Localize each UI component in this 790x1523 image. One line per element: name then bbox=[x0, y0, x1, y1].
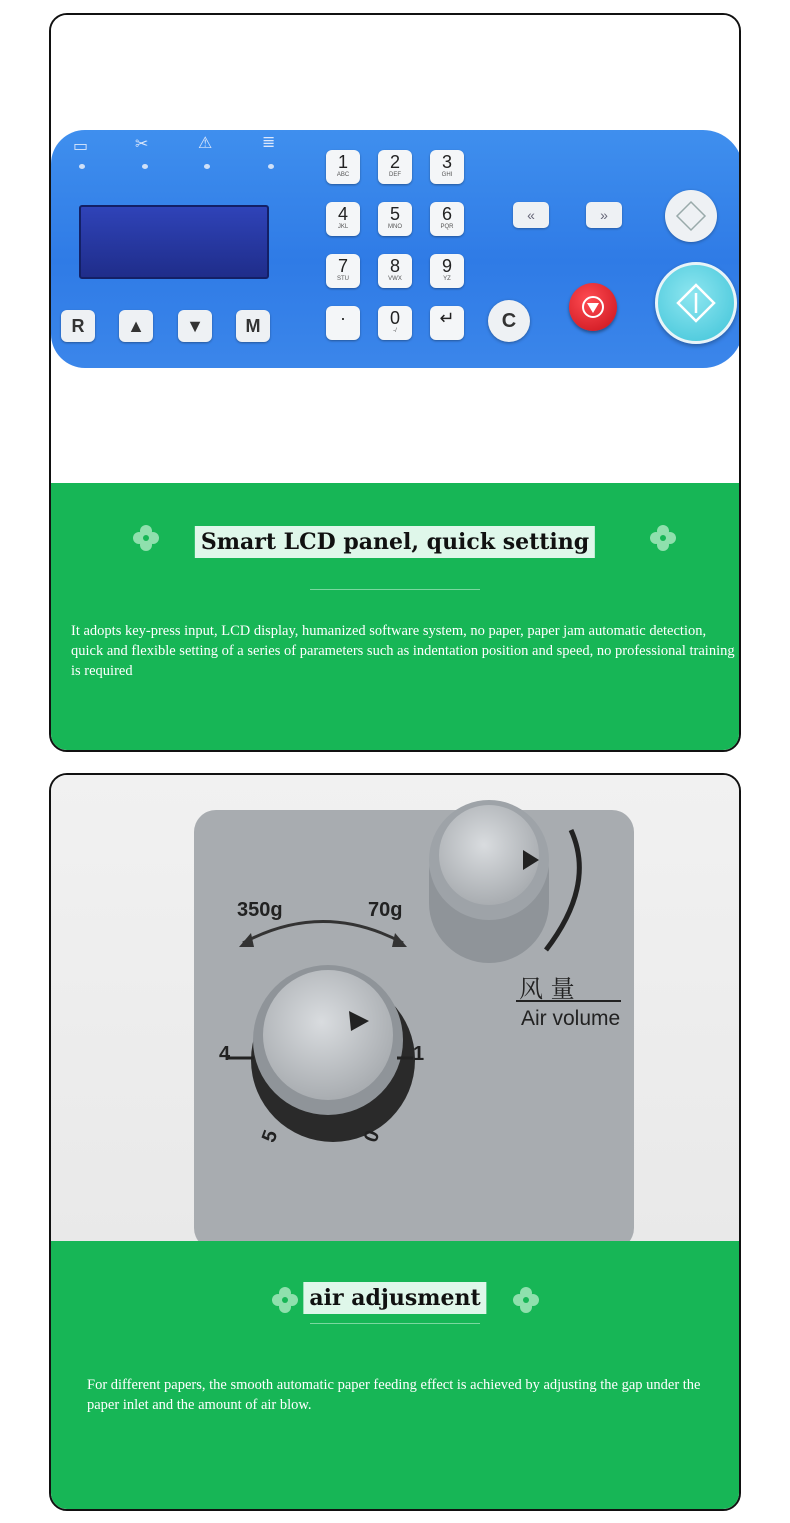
m-key[interactable]: M bbox=[236, 310, 270, 342]
indicator-led bbox=[79, 164, 85, 169]
scale-label: 1 bbox=[413, 1043, 425, 1065]
keypad-key[interactable]: 0 -/ bbox=[378, 306, 412, 340]
scale-label: 4 bbox=[219, 1043, 231, 1065]
down-key[interactable]: ▼ bbox=[178, 310, 212, 342]
indicator-led bbox=[142, 164, 148, 169]
clover-icon bbox=[511, 1285, 541, 1315]
feature-card-air-adjustment bbox=[49, 773, 741, 1511]
diamond-icon bbox=[665, 190, 717, 242]
stack-icon: ≣ bbox=[262, 132, 276, 151]
divider bbox=[310, 589, 480, 590]
keypad-key[interactable]: 7 STU bbox=[326, 254, 360, 288]
stop-button[interactable] bbox=[569, 283, 617, 331]
knob-label-chinese: 风 量 bbox=[519, 975, 575, 1003]
section-title: air adjusment bbox=[303, 1282, 486, 1314]
keypad-key[interactable]: 2 DEF bbox=[378, 150, 412, 184]
section-description: For different papers, the smooth automatic paper feeding effect is achieved by adjusting the gap under the paper inlet and the amount of air blow. bbox=[87, 1377, 701, 1413]
keypad-key[interactable]: 9 YZ bbox=[430, 254, 464, 288]
section-description: It adopts key-press input, LCD display, humanized software system, no paper, paper jam automatic detection, quick and flexible setting of a series of parameters such as indentation position and speed, no professional training is required bbox=[71, 623, 735, 679]
knob-label-350g: 350g bbox=[237, 899, 283, 921]
home-button[interactable] bbox=[665, 190, 717, 242]
clover-icon bbox=[648, 523, 678, 553]
keypad-key[interactable]: · bbox=[326, 306, 360, 340]
start-icon bbox=[658, 265, 734, 341]
keypad-key[interactable]: 5 MNO bbox=[378, 202, 412, 236]
indicator-led bbox=[204, 164, 210, 169]
section-title: Smart LCD panel, quick setting bbox=[195, 526, 595, 558]
feature-card-lcd-panel bbox=[49, 13, 741, 752]
start-button[interactable] bbox=[655, 262, 737, 344]
keypad-key[interactable]: 4 JKL bbox=[326, 202, 360, 236]
warning-icon: ⚠ bbox=[198, 133, 213, 152]
r-key[interactable]: R bbox=[61, 310, 95, 342]
keypad-key[interactable]: 8 VWX bbox=[378, 254, 412, 288]
stop-icon bbox=[569, 283, 617, 331]
control-panel-photo bbox=[51, 15, 739, 483]
keypad-key[interactable]: 1 ABC bbox=[326, 150, 360, 184]
prev-key[interactable]: « bbox=[513, 202, 549, 228]
air-control-illustration bbox=[51, 775, 741, 1241]
air-knob-photo bbox=[51, 775, 739, 1241]
keypad-key[interactable]: 3 GHI bbox=[430, 150, 464, 184]
next-key[interactable]: » bbox=[586, 202, 622, 228]
clover-icon bbox=[131, 523, 161, 553]
lcd-feature-section bbox=[51, 483, 739, 750]
scissors-icon: ✂ bbox=[135, 134, 149, 153]
knob-label-70g: 70g bbox=[368, 899, 403, 921]
scale-label: 5 bbox=[257, 1127, 283, 1146]
clear-key[interactable]: C bbox=[488, 300, 530, 342]
air-feature-section bbox=[51, 1241, 739, 1509]
keypad-key[interactable]: 6 PQR bbox=[430, 202, 464, 236]
scale-label: 0 bbox=[359, 1127, 385, 1146]
control-panel bbox=[51, 130, 741, 368]
lcd-display bbox=[79, 205, 269, 279]
up-key[interactable]: ▲ bbox=[119, 310, 153, 342]
clover-icon bbox=[270, 1285, 300, 1315]
indicator-led bbox=[268, 164, 274, 169]
knob-label-air-volume: Air volume bbox=[521, 1007, 621, 1030]
paper-tray-icon: ▭ bbox=[73, 136, 89, 155]
enter-key[interactable]: ↵ bbox=[430, 306, 464, 340]
divider bbox=[310, 1323, 480, 1324]
